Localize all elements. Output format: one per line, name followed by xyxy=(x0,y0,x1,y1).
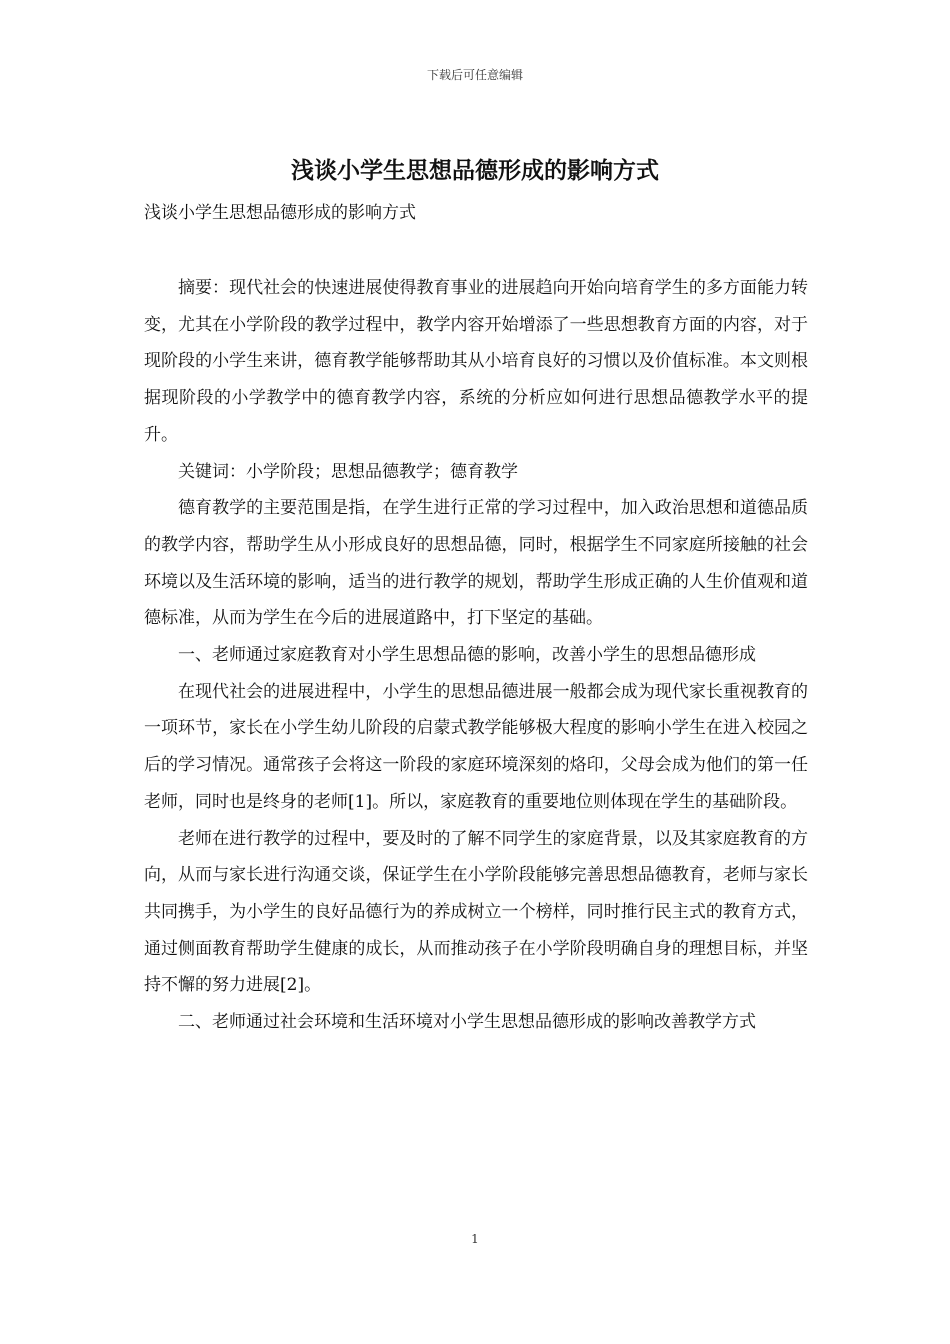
body-paragraph: 老师在进行教学的过程中，要及时的了解不同学生的家庭背景，以及其家庭教育的方向，从而与家长进行沟通交谈，保证学生在小学阶段能够完善思想品德教育，老师与家长共同携手，为小学生的良好品德行为的养成树立一个榜样，同时推行民主式的教育方式，通过侧面教育帮助学生健康的成长，从而推动孩子在小学阶段明确自身的理想目标，并坚持不懈的努力进展[2]。 xyxy=(144,828,808,996)
body-paragraph: 在现代社会的进展进程中，小学生的思想品德进展一般都会成为现代家长重视教育的一项环节，家长在小学生幼儿阶段的启蒙式教学能够极大程度的影响小学生在进入校园之后的学习情况。通常孩子会将这一阶段的家庭环境深刻的烙印，父母会成为他们的第一任老师，同时也是终身的老师[1]。所以，家庭教育的重要地位则体现在学生的基础阶段。 xyxy=(144,681,808,812)
section-heading-1: 一、老师通过家庭教育对小学生思想品德的影响，改善小学生的思想品德形成 xyxy=(178,645,756,666)
body-paragraph: 德育教学的主要范围是指，在学生进行正常的学习过程中，加入政治思想和道德品质的教学内容，帮助学生从小形成良好的思想品德，同时，根据学生不同家庭所接触的社会环境以及生活环境的影响，适当的进行教学的规划，帮助学生形成正确的人生价值观和道德标准，从而为学生在今后的进展道路中，打下坚定的基础。 xyxy=(144,498,808,629)
document-body xyxy=(144,270,808,1041)
document-title: 浅谈小学生思想品德形成的影响方式 xyxy=(291,157,659,184)
keywords-line: 关键词：小学阶段；思想品德教学；德育教学 xyxy=(178,461,518,482)
page-number: 1 xyxy=(471,1232,479,1246)
abstract-paragraph: 摘要：现代社会的快速进展使得教育事业的进展趋向开始向培育学生的多方面能力转变，尤其在小学阶段的教学过程中，教学内容开始增添了一些思想教育方面的内容，对于现阶段的小学生来讲，德育教学能够帮助其从小培育良好的习惯以及价值标准。本文则根据现阶段的小学教学中的德育教学内容，系统的分析应如何进行思想品德教学水平的提升。 xyxy=(144,278,808,445)
section-heading-2: 二、老师通过社会环境和生活环境对小学生思想品德形成的影响改善教学方式 xyxy=(178,1012,756,1033)
page-header-note: 下载后可任意编辑 xyxy=(426,68,523,82)
document-subtitle: 浅谈小学生思想品德形成的影响方式 xyxy=(144,203,416,223)
